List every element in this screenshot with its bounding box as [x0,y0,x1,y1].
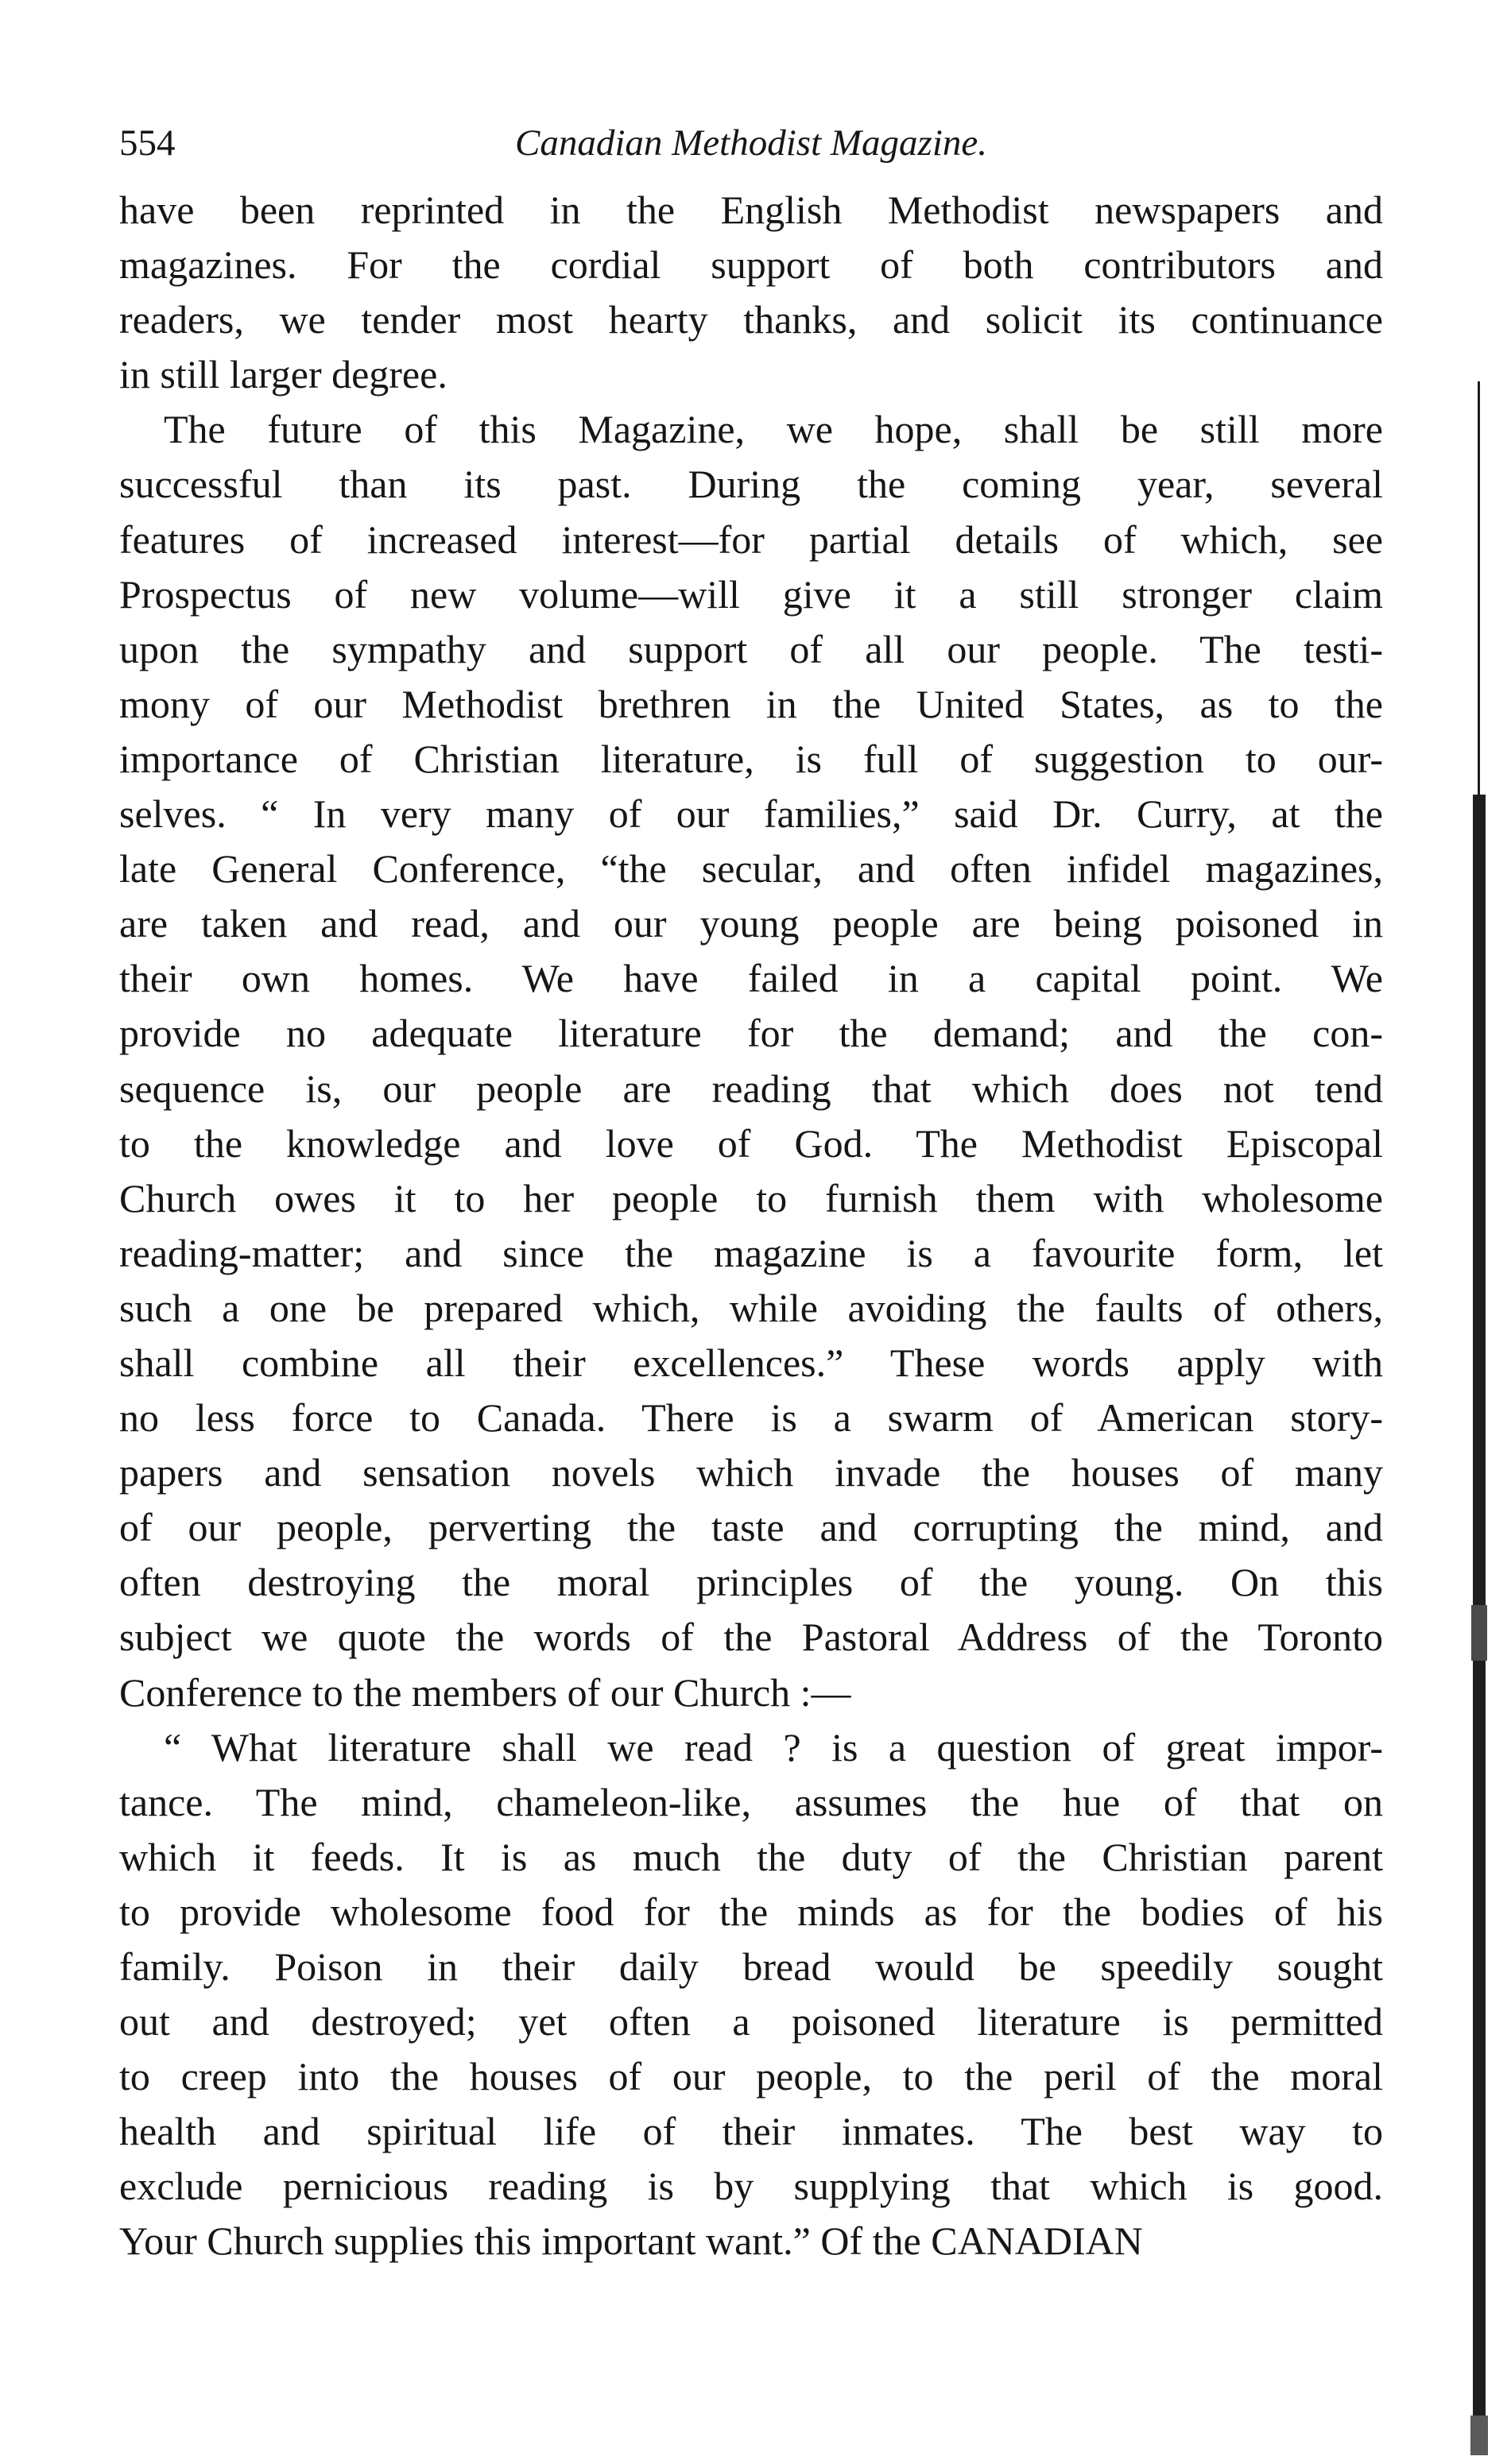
text-line: in still larger degree. [119,352,447,397]
text-line: Prospectus of new volume—will give it a still stronger claim [119,571,1383,617]
running-title: Canadian Methodist Magazine. [515,122,987,164]
book-page [119,111,1383,2269]
text-line: reading-matter; and since the magazine is a favourite form, let [119,1230,1383,1275]
text-line: no less force to Canada. There is a swarm of American story- [119,1395,1383,1441]
text-line: magazines. For the cordial support of both contributors and [119,242,1383,288]
scanned-page-edge [1469,381,1490,2463]
text-line: have been reprinted in the English Methodist newspapers and [119,188,1383,232]
text-line: tance. The mind, chameleon-like, assumes the hue of that on [119,1779,1383,1824]
text-line: sequence is, our people are reading that which does not tend [119,1066,1383,1111]
text-line: their own homes. We have failed in a capital point. We [119,956,1383,1001]
text-line: upon the sympathy and support of all our people. The testi- [119,626,1383,671]
text-line: to provide wholesome food for the minds as for the bodies of his [119,1889,1383,1934]
text-line: The future of this Magazine, we hope, shall be still more [164,407,1383,452]
edge-thin-top [1478,381,1480,795]
text-line: mony of our Methodist brethren in the United States, as to the [119,681,1383,726]
text-line: Conference to the members of our Church :— [119,1669,851,1715]
text-line: to creep into the houses of our people, to the peril of the moral [119,2054,1383,2099]
text-line: Your Church supplies this important want.” Of the CANADIAN [119,2218,1143,2264]
text-line: selves. “ In very many of our families,” said Dr. Curry, at the [119,791,1383,837]
text-line: subject we quote the words of the Pastoral Address of the Toronto [119,1615,1383,1660]
text-line: often destroying the moral principles of the young. On this [119,1560,1383,1605]
text-line: which it feeds. It is as much the duty of the Christian parent [119,1834,1383,1879]
text-line: papers and sensation novels which invade the houses of many [119,1450,1383,1495]
text-line: to the knowledge and love of God. The Methodist Episcopal [119,1120,1383,1166]
text-line: of our people, perverting the taste and corrupting the mind, and [119,1505,1383,1550]
text-line: importance of Christian literature, is full of suggestion to our- [119,736,1383,781]
text-line: late General Conference, “the secular, and often infidel magazines, [119,846,1383,892]
text-line: such a one be prepared which, while avoiding the faults of others, [119,1285,1383,1330]
edge-speckle [1471,1605,1487,1661]
text-line: Church owes it to her people to furnish them with wholesome [119,1175,1383,1220]
text-line: features of increased interest—for partial details of which, see [119,516,1383,562]
text-line: exclude pernicious reading is by supplying that which is good. [119,2164,1383,2209]
text-line: readers, we tender most hearty thanks, and solicit its continuance [119,297,1383,342]
text-line: family. Poison in their daily bread would be speedily sought [119,1944,1383,1989]
text-line: successful than its past. During the coming year, several [119,462,1383,507]
text-line: health and spiritual life of their inmates. The best way to [119,2109,1383,2154]
text-line: are taken and read, and our young people are being poisoned in [119,901,1383,946]
text-line: shall combine all their excellences.” These words apply with [119,1340,1383,1385]
text-line: provide no adequate literature for the demand; and the con- [119,1011,1383,1056]
running-header [119,111,1383,175]
edge-speckle [1470,2416,1488,2455]
page-number: 554 [119,122,176,164]
text-line: out and destroyed; yet often a poisoned literature is permitted [119,1999,1383,2044]
body-text [119,183,1383,2269]
text-line: “ What literature shall we read ? is a question of great impor- [164,1724,1383,1770]
